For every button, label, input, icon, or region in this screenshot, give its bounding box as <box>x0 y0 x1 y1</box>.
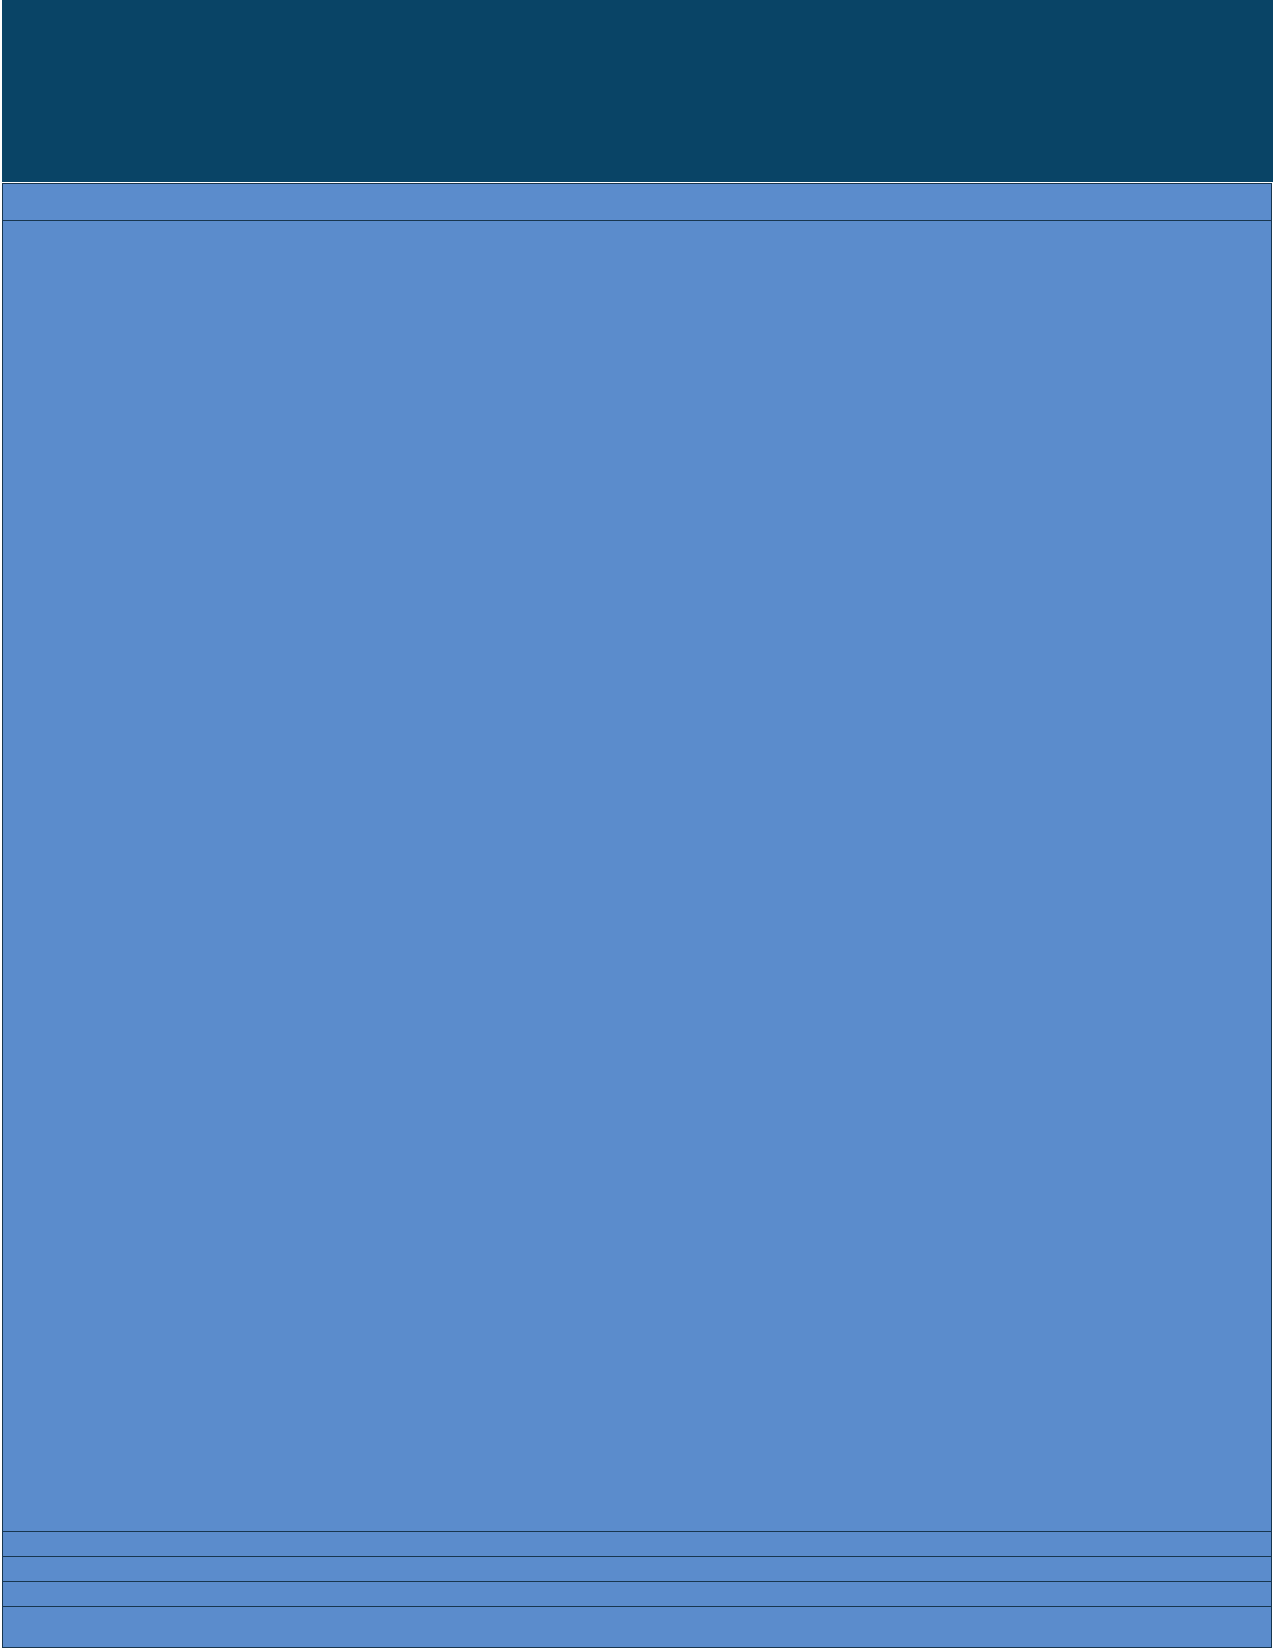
page-header <box>2 0 1273 182</box>
timezone-line <box>3 1607 1271 1632</box>
icon-legend <box>3 1482 1271 1532</box>
events-table <box>2 183 1272 1648</box>
timezone-line <box>3 1582 1271 1607</box>
timezone-line <box>3 1557 1271 1582</box>
timezone-line <box>3 1532 1271 1557</box>
table-title <box>3 184 1271 221</box>
